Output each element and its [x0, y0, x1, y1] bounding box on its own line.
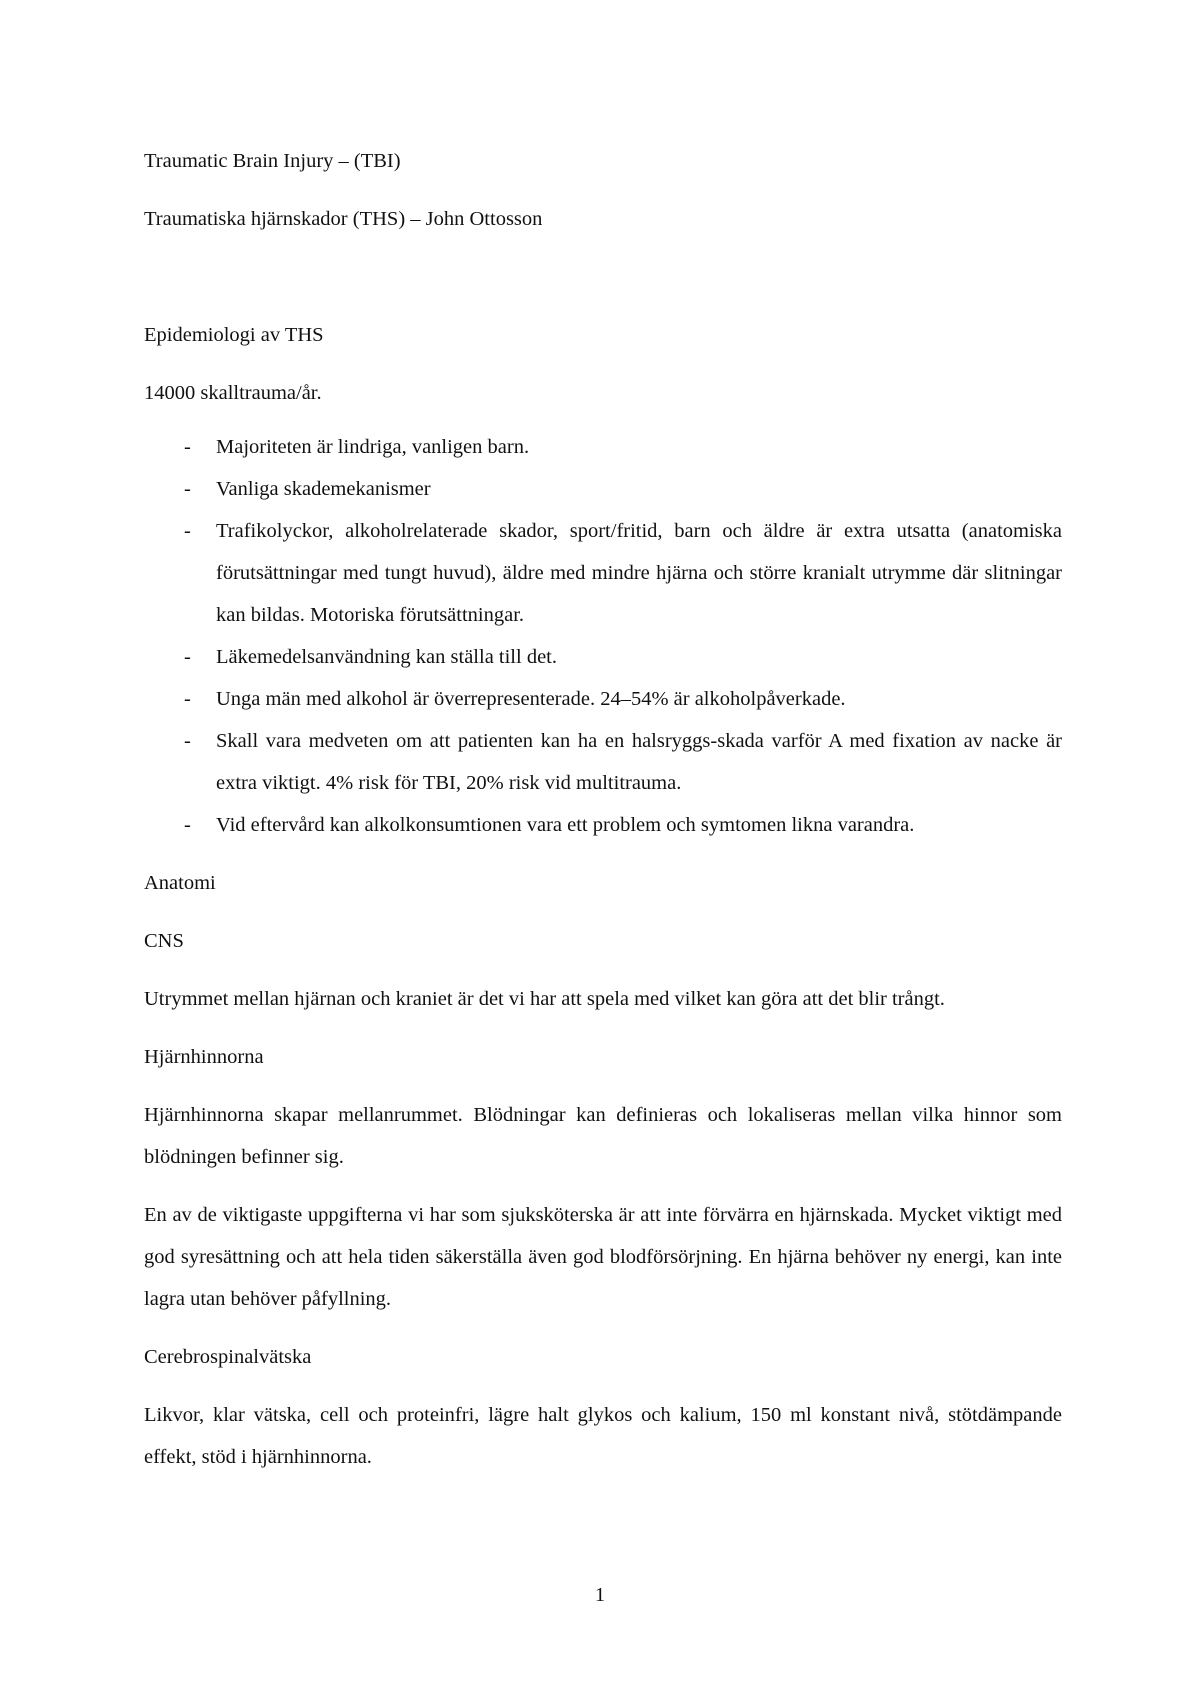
dash-bullet-icon: -: [184, 520, 191, 542]
list-item: [144, 468, 1062, 510]
subheading-meninges: Hjärnhinnorna: [144, 1046, 264, 1068]
list-item: [144, 636, 1062, 678]
epidemiology-bullet-list: [144, 426, 1062, 846]
csf-paragraph: Likvor, klar vätska, cell och proteinfri, lägre halt glykos och kalium, 150 ml konstant nivå, stötdämpande effekt, stöd i hjärnhinnorna.: [144, 1404, 1062, 1468]
title-swedish: Traumatiska hjärnskador (THS) – John Ottosson: [144, 208, 543, 230]
list-item-text: Läkemedelsanvändning kan ställa till det.: [216, 646, 557, 668]
page-number: 1: [594, 1584, 606, 1606]
meninges-paragraph-1: Hjärnhinnorna skapar mellanrummet. Blödningar kan definieras och lokaliseras mellan vilka hinnor som blödningen befinner sig.: [144, 1104, 1062, 1168]
dash-bullet-icon: -: [184, 478, 191, 500]
list-item-text: Unga män med alkohol är överrepresenterade. 24–54% är alkoholpåverkade.: [216, 688, 846, 710]
subheading-csf: Cerebrospinalvätska: [144, 1346, 312, 1368]
list-item: [144, 720, 1062, 804]
document-page: [144, 140, 1062, 1478]
list-item: [144, 510, 1062, 636]
subheading-cns: CNS: [144, 930, 184, 952]
dash-bullet-icon: -: [184, 814, 191, 836]
title-english: Traumatic Brain Injury – (TBI): [144, 150, 401, 172]
list-item-text: Trafikolyckor, alkoholrelaterade skador, sport/fritid, barn och äldre är extra utsatta (anatomiska förutsättningar med tungt huvud), äldre med mindre hjärna och större kranialt utrymme där slitningar kan bildas. Motoriska förutsättningar.: [216, 520, 1062, 626]
cns-paragraph: Utrymmet mellan hjärnan och kraniet är det vi har att spela med vilket kan göra att det blir trångt.: [144, 988, 945, 1010]
dash-bullet-icon: -: [184, 646, 191, 668]
section-heading-epidemiology: Epidemiologi av THS: [144, 324, 324, 346]
list-item-text: Skall vara medveten om att patienten kan ha en halsryggs-skada varför A med fixation av nacke är extra viktigt. 4% risk för TBI, 20% risk vid multitrauma.: [216, 730, 1062, 794]
section-heading-anatomy: Anatomi: [144, 872, 216, 894]
dash-bullet-icon: -: [184, 730, 191, 752]
dash-bullet-icon: -: [184, 436, 191, 458]
dash-bullet-icon: -: [184, 688, 191, 710]
list-item-text: Majoriteten är lindriga, vanligen barn.: [216, 436, 530, 458]
list-item-text: Vid eftervård kan alkolkonsumtionen vara ett problem och symtomen likna varandra.: [216, 814, 915, 836]
list-item: [144, 804, 1062, 846]
epidemiology-stat: 14000 skalltrauma/år.: [144, 382, 322, 404]
list-item-text: Vanliga skademekanismer: [216, 478, 431, 500]
meninges-paragraph-2: En av de viktigaste uppgifterna vi har som sjuksköterska är att inte förvärra en hjärnskada. Mycket viktigt med god syresättning och att hela tiden säkerställa även god blodförsörjning. En hjärna behöver ny energi, kan inte lagra utan behöver påfyllning.: [144, 1204, 1062, 1310]
list-item: [144, 678, 1062, 720]
list-item: [144, 426, 1062, 468]
